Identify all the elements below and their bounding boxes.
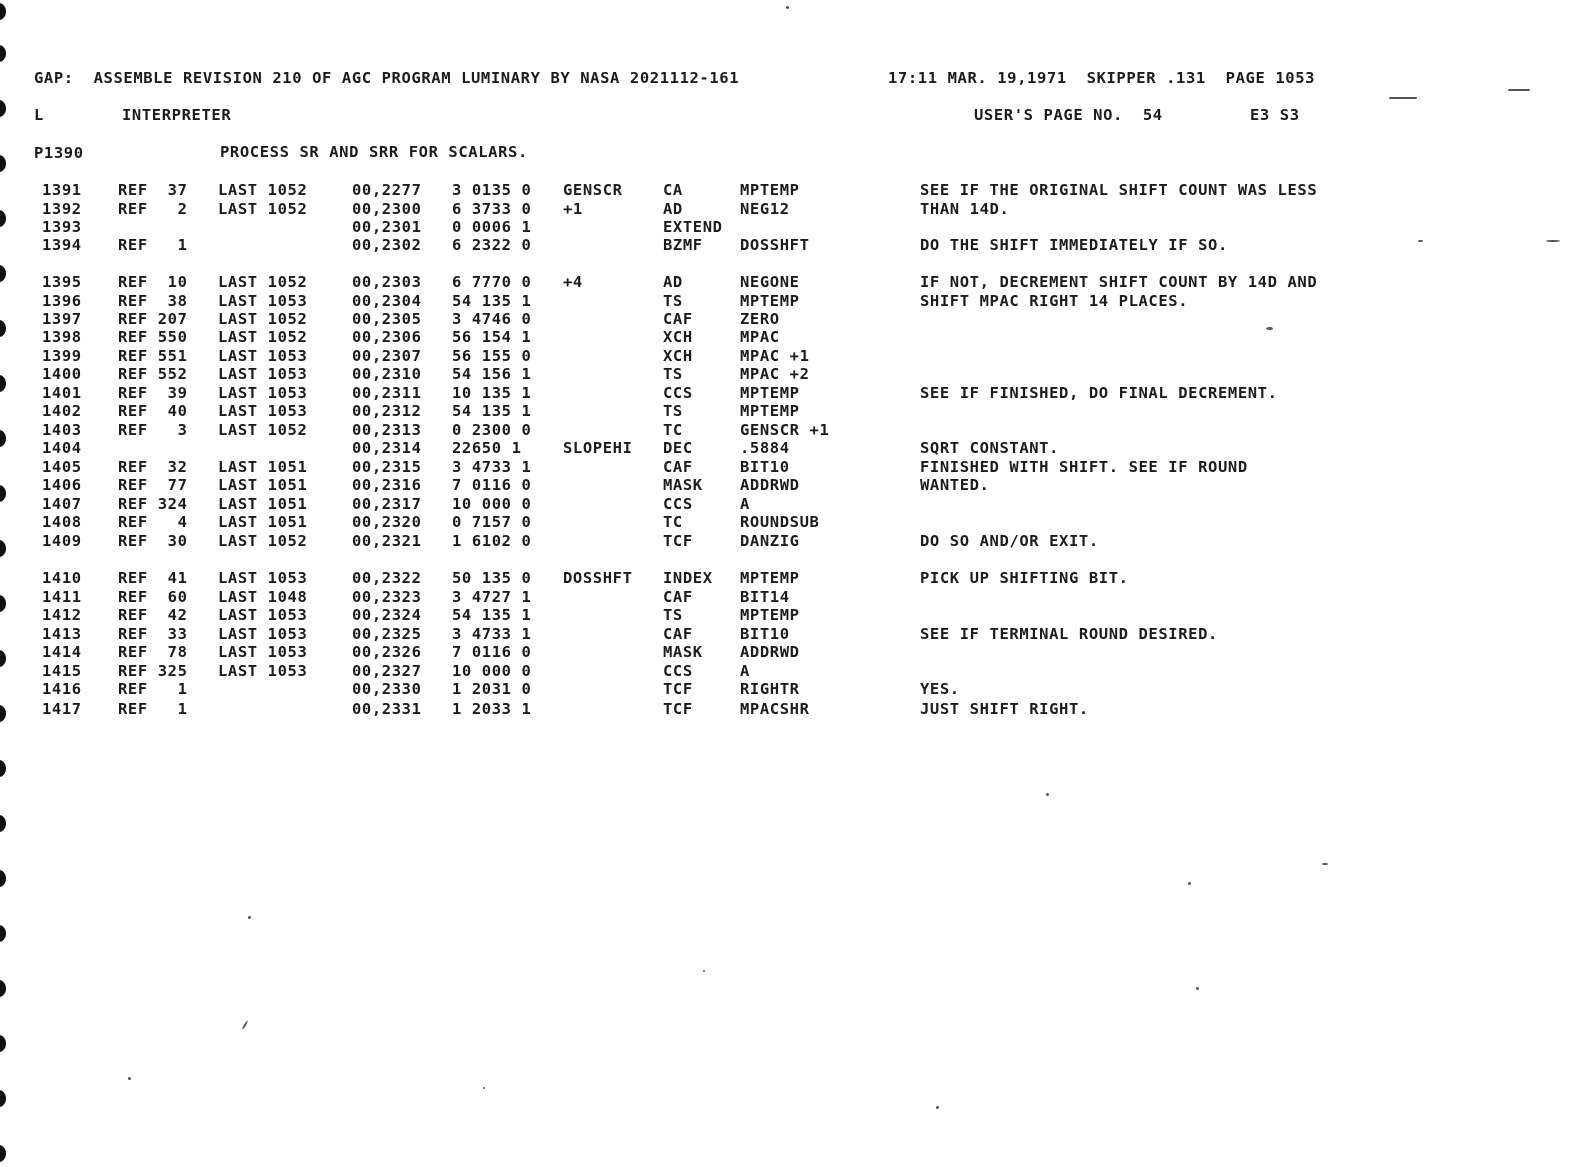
feed-hole	[0, 870, 6, 887]
listing-op: INDEX	[663, 569, 713, 587]
listing-ref: REF 3	[118, 421, 188, 439]
feed-hole	[0, 100, 6, 117]
listing-word: 0 2300 0	[452, 421, 532, 439]
listing-word: 6 7770 0	[452, 273, 532, 291]
listing-word: 3 4733 1	[452, 458, 532, 476]
listing-comment: DO SO AND/OR EXIT.	[920, 532, 1099, 550]
listing-line: 1415	[42, 662, 82, 680]
listing-operand: MPTEMP	[740, 606, 800, 624]
listing-op: XCH	[663, 347, 693, 365]
listing-addr: 00,2327	[352, 662, 422, 680]
listing-op: CCS	[663, 384, 693, 402]
paper-speck	[483, 1087, 485, 1089]
listing-word: 6 3733 0	[452, 200, 532, 218]
listing-addr: 00,2303	[352, 273, 422, 291]
paper-speck	[128, 1077, 131, 1080]
listing-op: CAF	[663, 625, 693, 643]
listing-addr: 00,2323	[352, 588, 422, 606]
listing-line: 1414	[42, 643, 82, 661]
listing-ref: REF 40	[118, 402, 188, 420]
listing-comment: SQRT CONSTANT.	[920, 439, 1060, 457]
listing-addr: 00,2322	[352, 569, 422, 587]
header-flag: L	[34, 106, 44, 124]
feed-hole	[0, 1035, 6, 1052]
listing-word: 3 4746 0	[452, 310, 532, 328]
listing-last: LAST 1051	[218, 513, 308, 531]
feed-hole	[0, 210, 6, 227]
header-users-page: USER'S PAGE NO. 54	[974, 106, 1163, 124]
listing-operand: MPTEMP	[740, 292, 800, 310]
listing-addr: 00,2310	[352, 365, 422, 383]
listing-operand: ADDRWD	[740, 476, 800, 494]
listing-addr: 00,2301	[352, 218, 422, 236]
listing-line: 1411	[42, 588, 82, 606]
listing-op: CCS	[663, 662, 693, 680]
listing-op: TS	[663, 606, 683, 624]
listing-word: 3 4727 1	[452, 588, 532, 606]
listing-word: 22650 1	[452, 439, 522, 457]
listing-line: 1399	[42, 347, 82, 365]
listing-comment: THAN 14D.	[920, 200, 1010, 218]
paper-speck	[242, 1020, 249, 1030]
listing-addr: 00,2330	[352, 680, 422, 698]
paper-speck	[786, 6, 789, 9]
listing-operand: DANZIG	[740, 532, 800, 550]
listing-last: LAST 1053	[218, 662, 308, 680]
listing-last: LAST 1052	[218, 200, 308, 218]
listing-op: CA	[663, 181, 683, 199]
listing-last: LAST 1053	[218, 402, 308, 420]
listing-operand: MPTEMP	[740, 384, 800, 402]
listing-addr: 00,2325	[352, 625, 422, 643]
feed-hole	[0, 1145, 6, 1162]
listing-addr: 00,2304	[352, 292, 422, 310]
listing-last: LAST 1051	[218, 476, 308, 494]
listing-addr: 00,2321	[352, 532, 422, 550]
listing-operand: NEG12	[740, 200, 790, 218]
listing-addr: 00,2331	[352, 700, 422, 718]
listing-ref: REF 551	[118, 347, 188, 365]
listing-addr: 00,2277	[352, 181, 422, 199]
listing-word: 10 000 0	[452, 662, 532, 680]
listing-operand: MPTEMP	[740, 402, 800, 420]
listing-addr: 00,2326	[352, 643, 422, 661]
listing-last: LAST 1052	[218, 328, 308, 346]
listing-op: AD	[663, 200, 683, 218]
listing-comment: IF NOT, DECREMENT SHIFT COUNT BY 14D AND	[920, 273, 1318, 291]
listing-operand: MPAC	[740, 328, 780, 346]
paper-speck	[1196, 987, 1199, 990]
listing-ref: REF 41	[118, 569, 188, 587]
paper-speck	[1266, 327, 1273, 330]
section-title: PROCESS SR AND SRR FOR SCALARS.	[220, 143, 528, 161]
listing-addr: 00,2312	[352, 402, 422, 420]
listing-word: 54 156 1	[452, 365, 532, 383]
listing-last: LAST 1053	[218, 569, 308, 587]
listing-operand: A	[740, 662, 750, 680]
listing-comment: SEE IF TERMINAL ROUND DESIRED.	[920, 625, 1218, 643]
listing-last: LAST 1052	[218, 181, 308, 199]
listing-op: DEC	[663, 439, 693, 457]
listing-last: LAST 1052	[218, 310, 308, 328]
feed-hole	[0, 705, 6, 722]
listing-ref: REF 77	[118, 476, 188, 494]
listing-word: 6 2322 0	[452, 236, 532, 254]
listing-operand: BIT10	[740, 458, 790, 476]
listing-line: 1402	[42, 402, 82, 420]
listing-operand: MPAC +1	[740, 347, 810, 365]
listing-line: 1397	[42, 310, 82, 328]
listing-line: 1409	[42, 532, 82, 550]
listing-line: 1393	[42, 218, 82, 236]
listing-operand: MPAC +2	[740, 365, 810, 383]
listing-label: +1	[563, 200, 583, 218]
listing-word: 54 135 1	[452, 606, 532, 624]
listing-ref: REF 1	[118, 236, 188, 254]
listing-addr: 00,2300	[352, 200, 422, 218]
listing-line: 1400	[42, 365, 82, 383]
listing-word: 54 135 1	[452, 402, 532, 420]
listing-line: 1398	[42, 328, 82, 346]
listing-ref: REF 42	[118, 606, 188, 624]
listing-addr: 00,2302	[352, 236, 422, 254]
paper-speck	[936, 1106, 939, 1109]
listing-word: 1 2033 1	[452, 700, 532, 718]
listing-ref: REF 4	[118, 513, 188, 531]
listing-operand: NEGONE	[740, 273, 800, 291]
listing-last: LAST 1048	[218, 588, 308, 606]
listing-ref: REF 550	[118, 328, 188, 346]
listing-addr: 00,2316	[352, 476, 422, 494]
listing-comment: SEE IF THE ORIGINAL SHIFT COUNT WAS LESS	[920, 181, 1318, 199]
listing-line: 1413	[42, 625, 82, 643]
listing-last: LAST 1052	[218, 532, 308, 550]
header-title: GAP: ASSEMBLE REVISION 210 OF AGC PROGRAM LUMINARY BY NASA 2021112-161	[34, 69, 740, 87]
listing-comment: SHIFT MPAC RIGHT 14 PLACES.	[920, 292, 1189, 310]
paper-speck	[248, 916, 251, 919]
feed-hole	[0, 540, 6, 557]
listing-operand: BIT14	[740, 588, 790, 606]
listing-operand: BIT10	[740, 625, 790, 643]
feed-hole	[0, 650, 6, 667]
listing-last: LAST 1053	[218, 292, 308, 310]
listing-word: 10 000 0	[452, 495, 532, 513]
listing-operand: GENSCR +1	[740, 421, 830, 439]
feed-hole	[0, 980, 6, 997]
listing-word: 1 6102 0	[452, 532, 532, 550]
listing-op: TS	[663, 365, 683, 383]
feed-hole	[0, 485, 6, 502]
feed-hole	[0, 320, 6, 337]
listing-op: CCS	[663, 495, 693, 513]
listing-last: LAST 1053	[218, 347, 308, 365]
listing-addr: 00,2305	[352, 310, 422, 328]
listing-ref: REF 33	[118, 625, 188, 643]
section-label: P1390	[34, 144, 84, 162]
listing-last: LAST 1053	[218, 365, 308, 383]
listing-last: LAST 1051	[218, 458, 308, 476]
listing-addr: 00,2306	[352, 328, 422, 346]
listing-op: TCF	[663, 700, 693, 718]
listing-ref: REF 78	[118, 643, 188, 661]
listing-last: LAST 1053	[218, 643, 308, 661]
listing-comment: FINISHED WITH SHIFT. SEE IF ROUND	[920, 458, 1248, 476]
paper-speck	[703, 970, 705, 972]
listing-word: 54 135 1	[452, 292, 532, 310]
listing-ref: REF 10	[118, 273, 188, 291]
listing-ref: REF 39	[118, 384, 188, 402]
listing-line: 1417	[42, 700, 82, 718]
listing-last: LAST 1053	[218, 625, 308, 643]
listing-ref: REF 60	[118, 588, 188, 606]
listing-op: CAF	[663, 458, 693, 476]
listing-op: BZMF	[663, 236, 703, 254]
listing-word: 7 0116 0	[452, 643, 532, 661]
listing-op: CAF	[663, 588, 693, 606]
listing-last: LAST 1052	[218, 421, 308, 439]
listing-word: 3 4733 1	[452, 625, 532, 643]
listing-ref: REF 324	[118, 495, 188, 513]
listing-line: 1394	[42, 236, 82, 254]
listing-comment: JUST SHIFT RIGHT.	[920, 700, 1089, 718]
listing-word: 10 135 1	[452, 384, 532, 402]
listing-line: 1404	[42, 439, 82, 457]
listing-op: CAF	[663, 310, 693, 328]
listing-op: TCF	[663, 680, 693, 698]
listing-op: TC	[663, 421, 683, 439]
listing-word: 0 7157 0	[452, 513, 532, 531]
listing-line: 1401	[42, 384, 82, 402]
feed-hole	[0, 3, 6, 20]
listing-op: AD	[663, 273, 683, 291]
listing-ref: REF 2	[118, 200, 188, 218]
listing-line: 1391	[42, 181, 82, 199]
listing-addr: 00,2313	[352, 421, 422, 439]
feed-hole	[0, 375, 6, 392]
listing-addr: 00,2315	[352, 458, 422, 476]
listing-ref: REF 30	[118, 532, 188, 550]
feed-hole	[0, 430, 6, 447]
listing-op: TS	[663, 402, 683, 420]
listing-line: 1408	[42, 513, 82, 531]
listing-op: MASK	[663, 476, 703, 494]
paper-speck	[1389, 97, 1417, 99]
header-timestamp: 17:11 MAR. 19,1971 SKIPPER .131 PAGE 1053	[888, 69, 1316, 87]
feed-hole	[0, 815, 6, 832]
feed-hole	[0, 595, 6, 612]
listing-word: 0 0006 1	[452, 218, 532, 236]
listing-last: LAST 1051	[218, 495, 308, 513]
listing-word: 3 0135 0	[452, 181, 532, 199]
listing-comment: SEE IF FINISHED, DO FINAL DECREMENT.	[920, 384, 1278, 402]
listing-ref: REF 207	[118, 310, 188, 328]
listing-operand: MPTEMP	[740, 181, 800, 199]
listing-operand: RIGHTR	[740, 680, 800, 698]
header-section: INTERPRETER	[122, 106, 232, 124]
listing-label: GENSCR	[563, 181, 623, 199]
listing-addr: 00,2311	[352, 384, 422, 402]
paper-speck	[1418, 240, 1423, 242]
listing-ref: REF 37	[118, 181, 188, 199]
listing-line: 1403	[42, 421, 82, 439]
listing-line: 1410	[42, 569, 82, 587]
listing-label: +4	[563, 273, 583, 291]
feed-hole	[0, 265, 6, 282]
listing-last: LAST 1053	[218, 606, 308, 624]
listing-last: LAST 1052	[218, 273, 308, 291]
listing-operand: MPTEMP	[740, 569, 800, 587]
listing-operand: ADDRWD	[740, 643, 800, 661]
listing-word: 7 0116 0	[452, 476, 532, 494]
listing-operand: A	[740, 495, 750, 513]
listing-last: LAST 1053	[218, 384, 308, 402]
listing-operand: DOSSHFT	[740, 236, 810, 254]
listing-op: MASK	[663, 643, 703, 661]
listing-word: 1 2031 0	[452, 680, 532, 698]
paper-speck	[1322, 863, 1328, 865]
listing-line: 1405	[42, 458, 82, 476]
listing-ref: REF 1	[118, 680, 188, 698]
listing-addr: 00,2314	[352, 439, 422, 457]
listing-ref: REF 38	[118, 292, 188, 310]
header-code: E3 S3	[1250, 106, 1300, 124]
listing-addr: 00,2324	[352, 606, 422, 624]
listing-operand: MPACSHR	[740, 700, 810, 718]
listing-word: 56 155 0	[452, 347, 532, 365]
listing-line: 1416	[42, 680, 82, 698]
listing-op: XCH	[663, 328, 693, 346]
listing-operand: ZERO	[740, 310, 780, 328]
listing-op: TC	[663, 513, 683, 531]
feed-hole	[0, 1090, 6, 1107]
listing-ref: REF 32	[118, 458, 188, 476]
listing-operand: .5884	[740, 439, 790, 457]
listing-comment: DO THE SHIFT IMMEDIATELY IF SO.	[920, 236, 1228, 254]
listing-ref: REF 552	[118, 365, 188, 383]
feed-hole	[0, 45, 6, 62]
listing-addr: 00,2307	[352, 347, 422, 365]
paper-speck	[1508, 89, 1530, 91]
listing-addr: 00,2317	[352, 495, 422, 513]
listing-ref: REF 1	[118, 700, 188, 718]
paper-speck	[1546, 240, 1560, 242]
listing-line: 1395	[42, 273, 82, 291]
listing-addr: 00,2320	[352, 513, 422, 531]
feed-hole	[0, 760, 6, 777]
listing-word: 56 154 1	[452, 328, 532, 346]
listing-line: 1396	[42, 292, 82, 310]
listing-operand: ROUNDSUB	[740, 513, 820, 531]
listing-line: 1392	[42, 200, 82, 218]
listing-comment: WANTED.	[920, 476, 990, 494]
paper-speck	[1046, 793, 1049, 796]
listing-line: 1412	[42, 606, 82, 624]
listing-comment: PICK UP SHIFTING BIT.	[920, 569, 1129, 587]
listing-comment: YES.	[920, 680, 960, 698]
listing-label: SLOPEHI	[563, 439, 633, 457]
listing-line: 1406	[42, 476, 82, 494]
feed-hole	[0, 155, 6, 172]
tractor-feed-holes	[0, 0, 14, 1167]
listing-line: 1407	[42, 495, 82, 513]
listing-op: TS	[663, 292, 683, 310]
listing-op: TCF	[663, 532, 693, 550]
listing-ref: REF 325	[118, 662, 188, 680]
listing-word: 50 135 0	[452, 569, 532, 587]
listing-op: EXTEND	[663, 218, 723, 236]
listing-label: DOSSHFT	[563, 569, 633, 587]
paper-speck	[1188, 882, 1191, 885]
feed-hole	[0, 925, 6, 942]
